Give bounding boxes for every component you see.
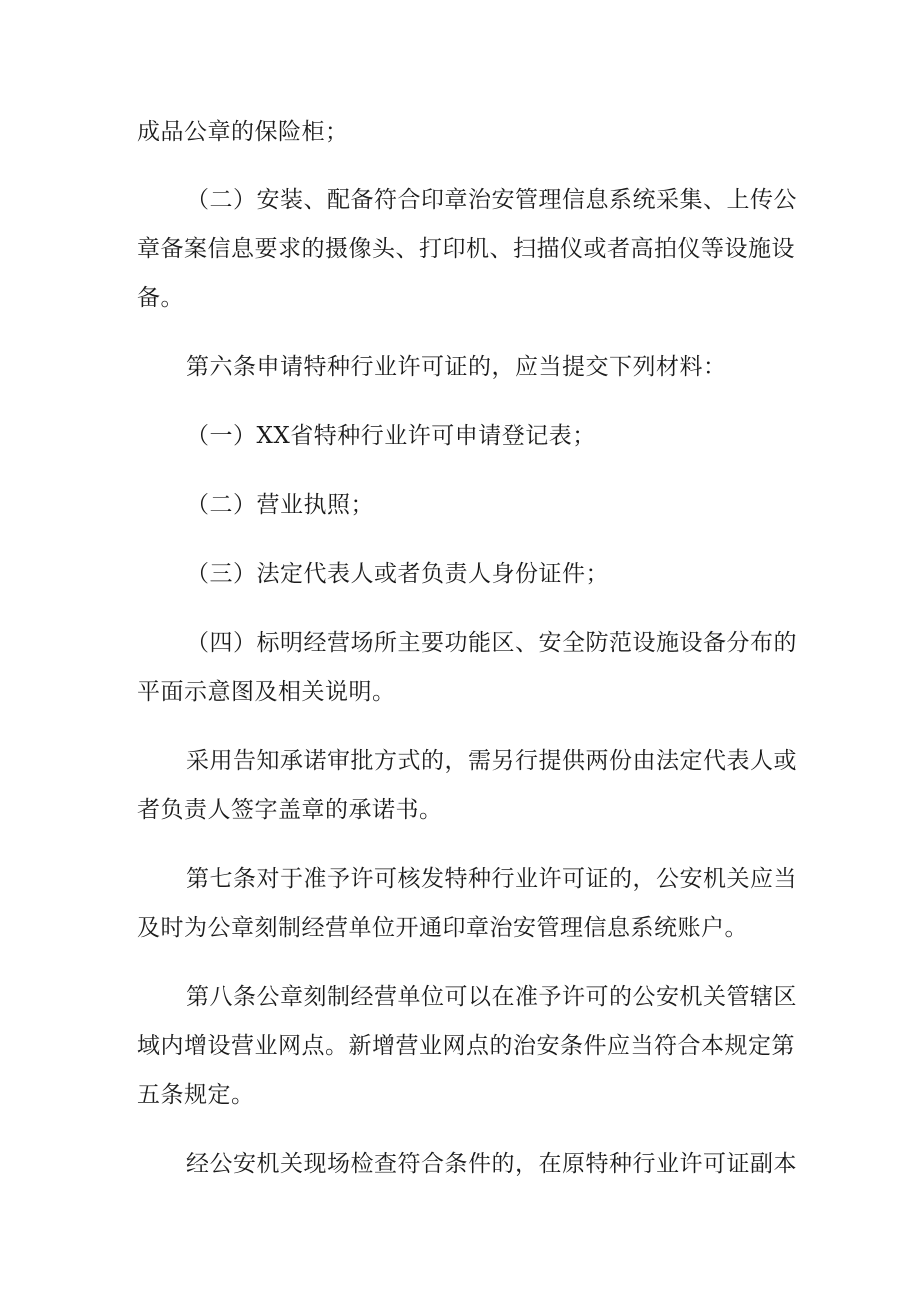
- text-line: （二）安装、配备符合印章治安管理信息系统采集、上传公: [186, 187, 797, 213]
- text-line: （一）XX省特种行业许可申请登记表；: [186, 423, 596, 449]
- text-line: 者负责人签字盖章的承诺书。: [137, 797, 443, 823]
- text-line: （四）标明经营场所主要功能区、安全防范设施设备分布的: [186, 630, 797, 656]
- text-line: 第八条公章刻制经营单位可以在准予许可的公安机关管辖区: [186, 984, 797, 1010]
- text-line: 平面示意图及相关说明。: [137, 679, 396, 705]
- text-line: 章备案信息要求的摄像头、打印机、扫描仪或者高拍仪等设施设: [137, 236, 795, 262]
- text-line: 成品公章的保险柜；: [137, 119, 349, 145]
- text-line: 备。: [137, 285, 184, 311]
- text-line: 第七条对于准予许可核发特种行业许可证的，公安机关应当: [186, 866, 797, 892]
- text-line: 五条规定。: [137, 1082, 255, 1108]
- text-line: （二）营业执照；: [186, 492, 374, 518]
- text-line: （三）法定代表人或者负责人身份证件；: [186, 561, 609, 587]
- text-line: 经公安机关现场检查符合条件的，在原特种行业许可证副本: [186, 1151, 797, 1177]
- text-line: 域内增设营业网点。新增营业网点的治安条件应当符合本规定第: [137, 1033, 795, 1059]
- text-line: 及时为公章刻制经营单位开通印章治安管理信息系统账户。: [137, 915, 748, 941]
- text-line: 第六条申请特种行业许可证的，应当提交下列材料：: [186, 354, 727, 380]
- text-line: 采用告知承诺审批方式的，需另行提供两份由法定代表人或: [186, 748, 797, 774]
